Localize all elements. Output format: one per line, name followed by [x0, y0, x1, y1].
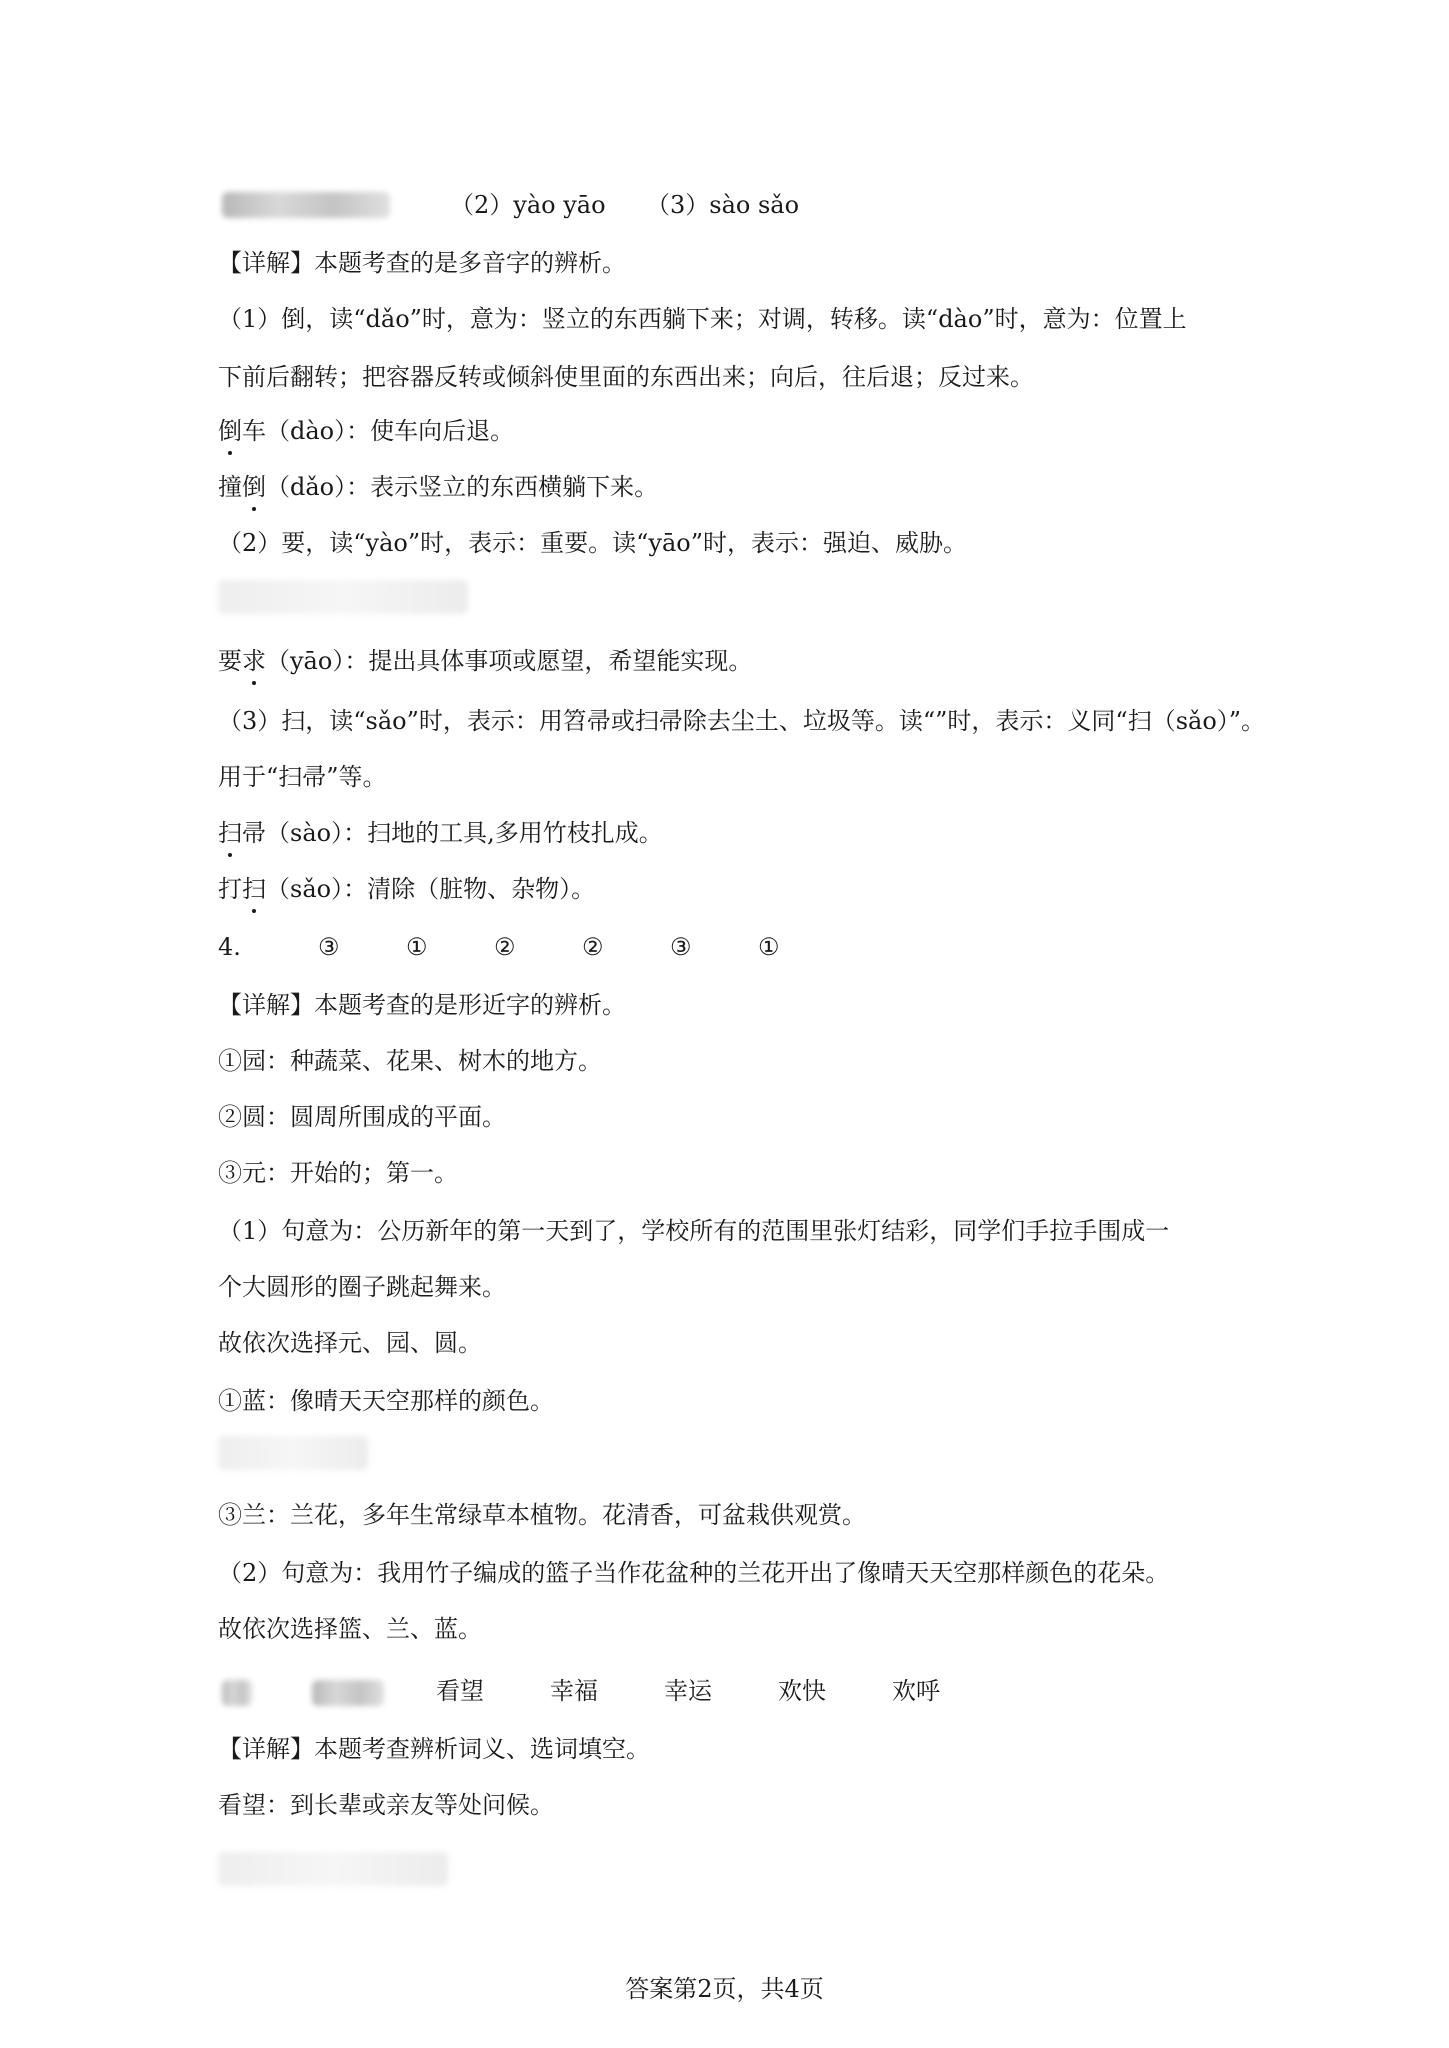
redacted-line	[218, 580, 468, 614]
redacted-answer-fragment	[222, 192, 390, 218]
redacted-answer-fragment	[222, 1680, 252, 1706]
emphasis-char: 扫	[242, 872, 266, 906]
q5-line-1: 看望：到长辈或亲友等处问候。	[218, 1791, 554, 1819]
q3-paragraph-3: （3）扫，读“sǎo”时，表示：用笤帚或扫帚除去尘土、垃圾等。读“”时，表示：义同“扫（sǎo）”。	[218, 707, 1266, 735]
q4-answer: ②	[494, 933, 516, 961]
q4-answer: ①	[406, 933, 428, 961]
q3-detail-heading: 【详解】本题考查的是多音字的辨析。	[218, 249, 626, 277]
q5-detail-heading: 【详解】本题考查辨析词义、选词填空。	[218, 1735, 650, 1763]
emphasis-char: 扫	[218, 816, 242, 850]
q3-example-2: 撞倒（dǎo）：表示竖立的东西横躺下来。	[218, 470, 1249, 504]
q4-line-9: 故依次选择篮、兰、蓝。	[218, 1615, 482, 1643]
q4-line-8: （2）句意为：我用竹子编成的篮子当作花盆种的兰花开出了像晴天天空那样颜色的花朵。	[218, 1559, 1170, 1587]
redacted-line	[218, 1852, 448, 1886]
q4-answer: ①	[758, 933, 780, 961]
q4-answer: ③	[318, 933, 340, 961]
emphasis-char: 倒	[218, 414, 242, 448]
q3-paragraph-3-cont: 用于“扫帚”等。	[218, 763, 387, 791]
q4-line-5: 故依次选择元、园、圆。	[218, 1329, 482, 1357]
q5-answer: 欢呼	[892, 1677, 940, 1705]
q3-paragraph-1: （1）倒，读“dǎo”时，意为：竖立的东西躺下来；对调，转移。读“dào”时，意为：位置上	[218, 305, 1187, 333]
emphasis-char: 倒	[242, 470, 266, 504]
q3-paragraph-2: （2）要，读“yào”时，表示：重要。读“yāo”时，表示：强迫、威胁。	[218, 529, 967, 557]
redacted-answer-fragment	[312, 1680, 384, 1706]
q3-example-3: 要求（yāo）：提出具体事项或愿望，希望能实现。	[218, 644, 1249, 678]
q3-example-4: 扫帚（sào）：扫地的工具,多用竹枝扎成。	[218, 816, 1249, 850]
redacted-line	[218, 1436, 368, 1470]
question-number: 4.	[218, 933, 241, 961]
q4-detail-heading: 【详解】本题考查的是形近字的辨析。	[218, 991, 626, 1019]
emphasis-char: 求	[242, 644, 266, 678]
q3-answer-3: （3）sào sǎo	[646, 191, 800, 219]
q4-answer: ③	[670, 933, 692, 961]
q4-line-2: ②圆：圆周所围成的平面。	[218, 1103, 506, 1131]
q3-example-1: 倒车（dào）：使车向后退。	[218, 414, 1249, 448]
q5-answer: 看望	[436, 1677, 484, 1705]
q4-line-4-cont: 个大圆形的圈子跳起舞来。	[218, 1273, 506, 1301]
page-footer: 答案第2页，共4页	[625, 1975, 824, 2003]
q4-line-1: ①园：种蔬菜、花果、树木的地方。	[218, 1047, 602, 1075]
q3-example-5: 打扫（sǎo）：清除（脏物、杂物）。	[218, 872, 1249, 906]
q4-line-7: ③兰：兰花，多年生常绿草本植物。花清香，可盆栽供观赏。	[218, 1501, 866, 1529]
q4-line-6: ①蓝：像晴天天空那样的颜色。	[218, 1387, 554, 1415]
q5-answer: 幸运	[664, 1677, 712, 1705]
q5-answer: 欢快	[778, 1677, 826, 1705]
q3-paragraph-1-cont: 下前后翻转；把容器反转或倾斜使里面的东西出来；向后，往后退；反过来。	[218, 363, 1034, 391]
q4-line-4: （1）句意为：公历新年的第一天到了，学校所有的范围里张灯结彩，同学们手拉手围成一	[218, 1217, 1170, 1245]
q5-answer: 幸福	[550, 1677, 598, 1705]
q3-answer-2: （2）yào yāo	[450, 191, 606, 219]
q4-answer: ②	[582, 933, 604, 961]
q4-line-3: ③元：开始的；第一。	[218, 1159, 458, 1187]
